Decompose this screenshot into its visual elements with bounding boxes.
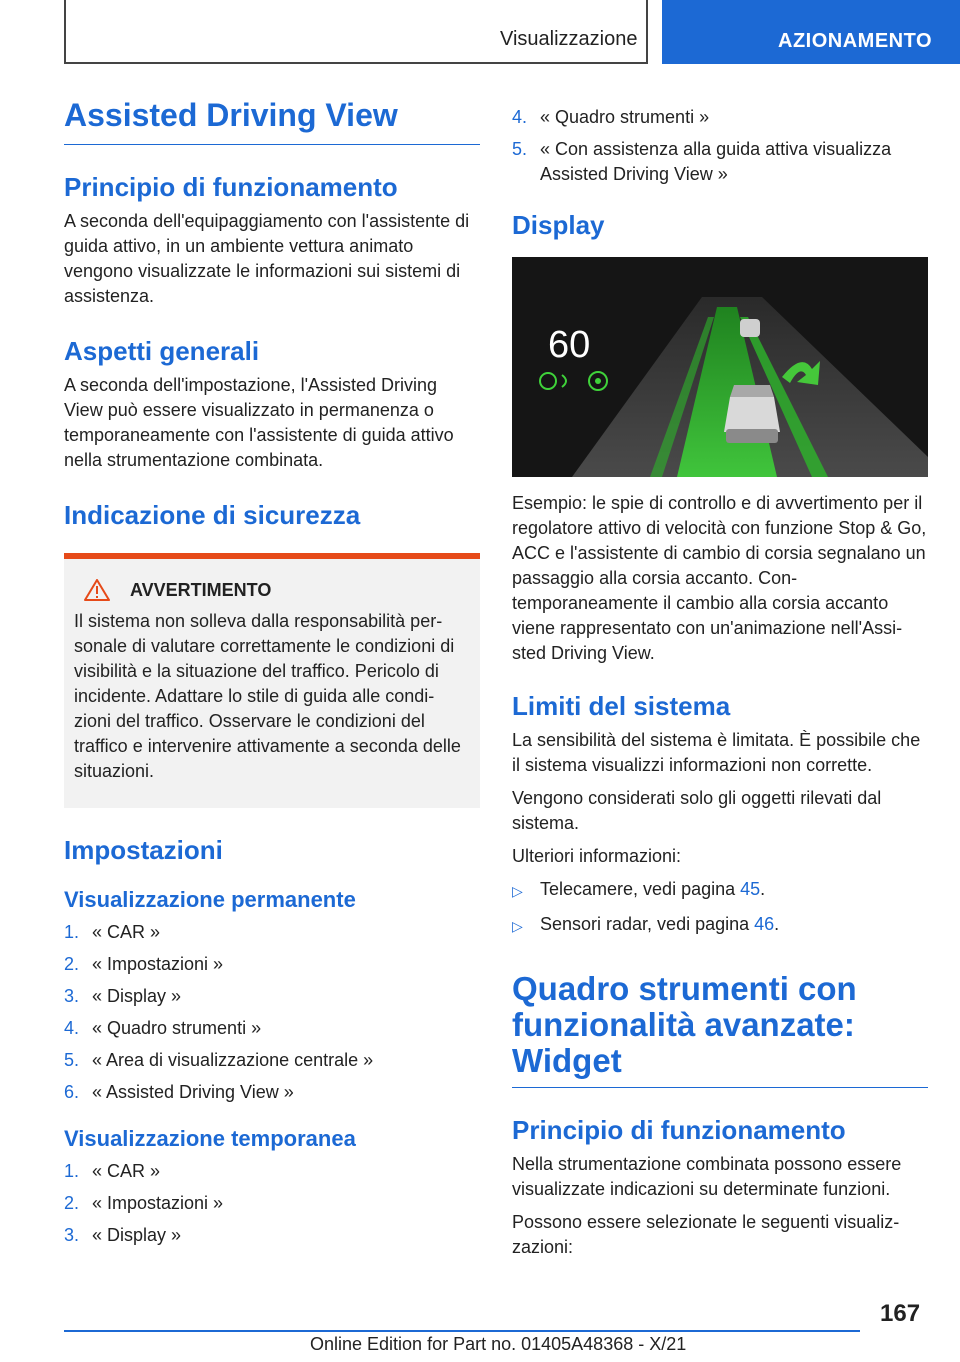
step-text: « Con assistenza alla guida attiva visualizza Assisted Driving View » (540, 139, 892, 184)
list-item (64, 1080, 480, 1105)
step-number: 2. (64, 1193, 80, 1213)
figure-caption: Esempio: le spie di controllo e di avvertimento per il regolatore attivo di velocità con funzione Stop & Go, ACC e l'assistente di cambio di corsia segnalano un passaggio alla corsia accanto. Con-temporaneamente il cambio alla corsia accanto viene rappresentato con un'animazione nell'Assi-sted Driving View. (512, 493, 927, 663)
widget-title: Quadro strumenti con funzionalità avanzate: Widget (512, 971, 928, 1088)
step-number: 1. (64, 922, 80, 942)
step-text: « Impostazioni » (92, 1193, 224, 1213)
reference-list (512, 877, 928, 939)
list-item (512, 912, 928, 939)
step-number: 3. (64, 1225, 80, 1245)
footer-divider (64, 1330, 860, 1332)
temporary-steps (64, 1159, 480, 1248)
continued-steps (512, 105, 928, 187)
list-item (64, 1048, 480, 1073)
step-text: « Quadro strumenti » (540, 107, 710, 127)
warning-box (64, 553, 480, 808)
footer-edition: Online Edition for Part no. 01405A48368 - X/21 (310, 1334, 687, 1354)
step-text: « Area di visualizzazione centrale » (92, 1050, 374, 1070)
step-text: « Assisted Driving View » (92, 1082, 294, 1102)
list-item (64, 952, 480, 977)
warning-title: AVVERTIMENTO (130, 579, 272, 600)
bullet-triangle-icon: ▷ (512, 883, 523, 899)
right-column (512, 105, 928, 1260)
header-chapter-label: AZIONAMENTO (778, 30, 933, 52)
list-item (64, 1223, 480, 1248)
step-number: 4. (64, 1018, 80, 1038)
speed-readout: 60 (548, 324, 591, 366)
step-number: 5. (512, 139, 528, 159)
period: . (774, 914, 780, 934)
limits-text-2: Vengono considerati solo gli oggetti rilevati dal sistema. (512, 788, 882, 833)
step-text: « Impostazioni » (92, 954, 224, 974)
step-number: 4. (512, 107, 528, 127)
header-section: Visualizzazione (500, 28, 638, 50)
step-text: « CAR » (92, 1161, 161, 1181)
general-text: A seconda dell'impostazione, l'Assisted Driving View può essere visualizzato in permanenza o temporaneamente con l'assistente di guida attivo nella strumentazione combinata. (64, 375, 454, 470)
page-title: Assisted Driving View (64, 96, 480, 145)
permanent-heading: Visualizzazione permanente (64, 887, 356, 912)
warning-header (74, 579, 470, 601)
reference-text (540, 912, 779, 939)
cluster-figure (512, 257, 928, 477)
reference-text (540, 877, 765, 904)
principle-text: A seconda dell'equipaggiamento con l'assistente di guida attivo, in un ambiente vettura animato vengono visualizzate le informazioni sui sistemi di assistenza. (64, 211, 470, 306)
reference-label: Sensori radar, vedi pagina (540, 914, 755, 934)
step-number: 2. (64, 954, 80, 974)
widget-text-1: Nella strumentazione combinata possono essere visualizzate indicazioni su determinate funzioni. (512, 1154, 902, 1199)
period: . (760, 879, 766, 899)
list-item (512, 137, 928, 187)
widget-principle-heading: Principio di funzionamento (512, 1115, 846, 1145)
page-number: 167 (880, 1300, 921, 1327)
step-number: 5. (64, 1050, 80, 1070)
temporary-heading: Visualizzazione temporanea (64, 1126, 356, 1151)
list-item (512, 877, 928, 904)
step-number: 3. (64, 986, 80, 1006)
list-item (64, 1016, 480, 1041)
list-item (64, 984, 480, 1009)
step-text: « Display » (92, 986, 182, 1006)
bullet-triangle-icon: ▷ (512, 918, 523, 934)
step-number: 1. (64, 1161, 80, 1181)
list-item (64, 1159, 480, 1184)
assisted-driving-illustration (512, 257, 928, 477)
warning-triangle-icon (84, 579, 110, 601)
step-number: 6. (64, 1082, 80, 1102)
display-heading: Display (512, 210, 605, 240)
reference-label: Telecamere, vedi pagina (540, 879, 741, 899)
safety-heading: Indicazione di sicurezza (64, 500, 361, 530)
page-link[interactable]: 46 (754, 914, 775, 934)
principle-heading: Principio di funzionamento (64, 172, 398, 202)
limits-heading: Limiti del sistema (512, 691, 731, 721)
settings-heading: Impostazioni (64, 835, 223, 865)
more-info-label: Ulteriori informazioni: (512, 846, 682, 866)
left-column (64, 96, 480, 1255)
page-link[interactable]: 45 (740, 879, 761, 899)
list-item (64, 1191, 480, 1216)
step-text: « Quadro strumenti » (92, 1018, 262, 1038)
list-item (64, 920, 480, 945)
warning-text: Il sistema non solleva dalla responsabilità per-sonale di valutare correttamente le condizioni di visibilità e la situazione del traffico. Pericolo di incidente. Adattare lo stile di guida alle condi-zioni del traffico. Osservare le condizioni del traffico e intervenire attivamente a seconda delle situazioni. (74, 611, 461, 781)
step-text: « CAR » (92, 922, 161, 942)
permanent-steps (64, 920, 480, 1105)
list-item (512, 105, 928, 130)
general-heading: Aspetti generali (64, 336, 260, 366)
step-text: « Display » (92, 1225, 182, 1245)
limits-text-1: La sensibilità del sistema è limitata. È possibile che il sistema visualizzi informazioni non corrette. (512, 730, 921, 775)
widget-text-2: Possono essere selezionate le seguenti visualiz-zazioni: (512, 1212, 900, 1257)
